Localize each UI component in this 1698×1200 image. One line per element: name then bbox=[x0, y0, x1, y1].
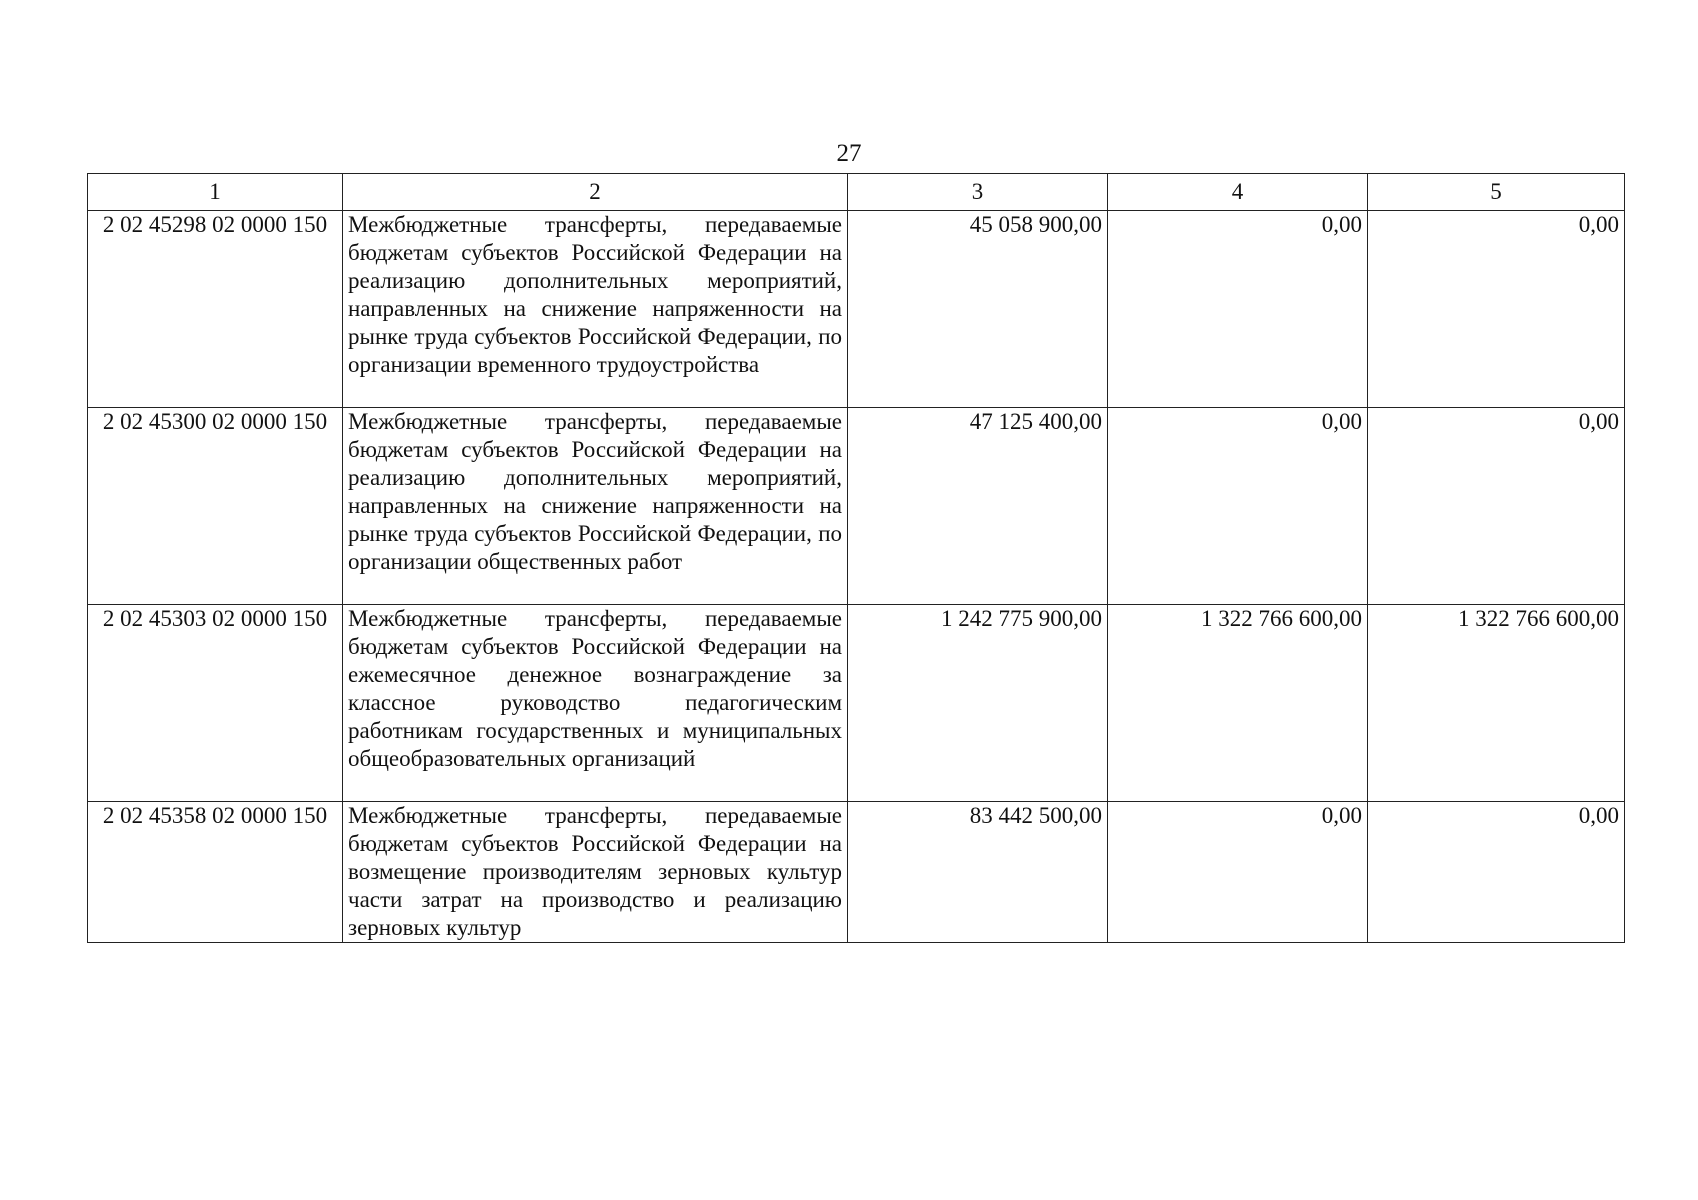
row-amount-col3: 45 058 900,00 bbox=[848, 211, 1108, 408]
row-description: Межбюджетные трансферты, передаваемые бюджетам субъектов Российской Федерации на ежемесячное денежное вознаграждение за классное руководство педагогическим работникам государственных и муниципальных общеобразовательных организаций bbox=[343, 605, 848, 802]
header-col-4: 4 bbox=[1108, 174, 1368, 211]
budget-table bbox=[87, 173, 1625, 943]
row-amount-col5: 1 322 766 600,00 bbox=[1368, 605, 1625, 802]
header-col-2: 2 bbox=[343, 174, 848, 211]
row-amount-col4: 0,00 bbox=[1108, 211, 1368, 408]
page-number: 27 bbox=[836, 140, 862, 167]
row-amount-col3: 47 125 400,00 bbox=[848, 408, 1108, 605]
header-col-1: 1 bbox=[88, 174, 343, 211]
row-code: 2 02 45358 02 0000 150 bbox=[88, 802, 343, 943]
row-amount-col4: 0,00 bbox=[1108, 408, 1368, 605]
table-row bbox=[88, 408, 1625, 605]
row-description: Межбюджетные трансферты, передаваемые бюджетам субъектов Российской Федерации на реализацию дополнительных мероприятий, направленных на снижение напряженности на рынке труда субъектов Российской Федерации, по организации временного трудоустройства bbox=[343, 211, 848, 408]
table-header-row bbox=[88, 174, 1625, 211]
table-row bbox=[88, 802, 1625, 943]
row-amount-col5: 0,00 bbox=[1368, 211, 1625, 408]
row-description: Межбюджетные трансферты, передаваемые бюджетам субъектов Российской Федерации на возмещение производителям зерновых культур части затрат на производство и реализацию зерновых культур bbox=[343, 802, 848, 943]
table-row bbox=[88, 211, 1625, 408]
table-row bbox=[88, 605, 1625, 802]
header-col-5: 5 bbox=[1368, 174, 1625, 211]
header-col-3: 3 bbox=[848, 174, 1108, 211]
row-code: 2 02 45303 02 0000 150 bbox=[88, 605, 343, 802]
row-amount-col5: 0,00 bbox=[1368, 802, 1625, 943]
row-amount-col4: 1 322 766 600,00 bbox=[1108, 605, 1368, 802]
row-amount-col5: 0,00 bbox=[1368, 408, 1625, 605]
row-amount-col4: 0,00 bbox=[1108, 802, 1368, 943]
row-amount-col3: 1 242 775 900,00 bbox=[848, 605, 1108, 802]
row-description: Межбюджетные трансферты, передаваемые бюджетам субъектов Российской Федерации на реализацию дополнительных мероприятий, направленных на снижение напряженности на рынке труда субъектов Российской Федерации, по организации общественных работ bbox=[343, 408, 848, 605]
row-code: 2 02 45298 02 0000 150 bbox=[88, 211, 343, 408]
row-code: 2 02 45300 02 0000 150 bbox=[88, 408, 343, 605]
row-amount-col3: 83 442 500,00 bbox=[848, 802, 1108, 943]
